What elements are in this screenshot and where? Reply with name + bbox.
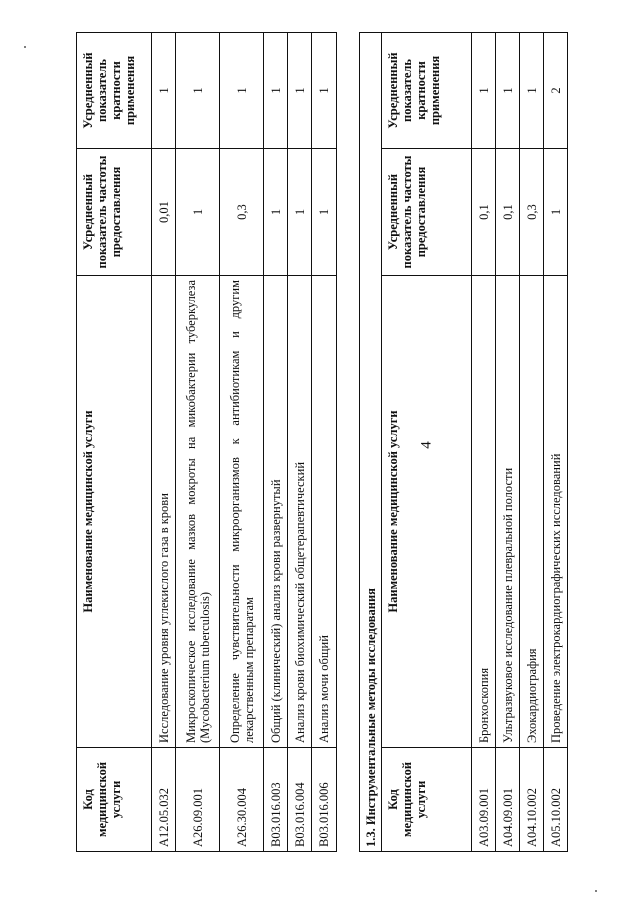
- header-frequency: Усредненный показатель частоты предоставления: [382, 149, 472, 276]
- table-row: [152, 33, 176, 852]
- service-frequency: 0,1: [472, 149, 496, 276]
- service-multiplicity: 1: [152, 33, 176, 149]
- service-code: B03.016.003: [264, 748, 288, 852]
- instrumental-methods-table: [359, 32, 568, 852]
- table-row: [220, 33, 264, 852]
- service-frequency: 1: [312, 149, 337, 276]
- header-frequency: Усредненный показатель частоты предоставления: [77, 149, 152, 276]
- service-name: Проведение электрокардиографических исследований: [544, 276, 568, 748]
- header-name: Наименование медицинской услуги: [77, 276, 152, 748]
- service-code: A26.09.001: [176, 748, 220, 852]
- section-title: 1.3. Инструментальные методы исследования: [360, 32, 382, 851]
- scan-speck: [24, 46, 26, 48]
- page-number: 4: [418, 441, 435, 449]
- service-name: Анализ мочи общий: [312, 276, 337, 748]
- service-code: B03.016.006: [312, 748, 337, 852]
- table-row: [264, 33, 288, 852]
- service-name: Анализ крови биохимический общетерапевтический: [288, 276, 312, 748]
- header-name: Наименование медицинской услуги: [382, 276, 472, 748]
- service-code: A03.09.001: [472, 748, 496, 852]
- section-title-row: [360, 32, 382, 851]
- service-name: Бронхоскопия: [472, 276, 496, 748]
- service-code: B03.016.004: [288, 748, 312, 852]
- table-row: [176, 33, 220, 852]
- service-code: A04.10.002: [520, 748, 544, 852]
- service-name: Исследование уровня углекислого газа в крови: [152, 276, 176, 748]
- header-code: Код медицинской услуги: [382, 748, 472, 852]
- header-multiplicity: Усредненный показатель кратности применения: [382, 32, 472, 148]
- table-row: [496, 32, 520, 851]
- table-row: [544, 32, 568, 851]
- service-frequency: 1: [544, 149, 568, 276]
- service-multiplicity: 1: [264, 33, 288, 149]
- service-name: Эхокардиография: [520, 276, 544, 748]
- scan-speck: [595, 890, 597, 892]
- service-frequency: 1: [264, 149, 288, 276]
- service-frequency: 0,3: [520, 149, 544, 276]
- table-row: [520, 32, 544, 851]
- service-name: Микроскопическое исследование мазков мокроты на микобактерии туберкулеза (Mycobacterium tuberculosis): [176, 276, 220, 748]
- table-row: [312, 33, 337, 852]
- service-frequency: 1: [176, 149, 220, 276]
- service-multiplicity: 1: [472, 32, 496, 148]
- service-name: Общий (клинический) анализ крови развернутый: [264, 276, 288, 748]
- service-frequency: 0,01: [152, 149, 176, 276]
- service-code: A12.05.032: [152, 748, 176, 852]
- service-code: A05.10.002: [544, 748, 568, 852]
- table-row: [288, 33, 312, 852]
- instrumental-table-wrapper: [359, 32, 568, 852]
- service-multiplicity: 1: [220, 33, 264, 149]
- service-frequency: 1: [288, 149, 312, 276]
- table-header-row: [382, 32, 472, 851]
- lab-tests-table: [76, 32, 337, 852]
- service-code: A26.30.004: [220, 748, 264, 852]
- table-row: [472, 32, 496, 851]
- service-multiplicity: 1: [496, 32, 520, 148]
- service-name: Ультразвуковое исследование плевральной полости: [496, 276, 520, 748]
- table-header-row: [77, 33, 152, 852]
- service-multiplicity: 1: [176, 33, 220, 149]
- service-multiplicity: 1: [312, 33, 337, 149]
- header-code: Код медицинской услуги: [77, 748, 152, 852]
- service-frequency: 0,1: [496, 149, 520, 276]
- header-multiplicity: Усредненный показатель кратности применения: [77, 33, 152, 149]
- service-code: A04.09.001: [496, 748, 520, 852]
- service-multiplicity: 1: [288, 33, 312, 149]
- service-name: Определение чувствительности микроорганизмов к антибиотикам и другим лекарственным препаратам: [220, 276, 264, 748]
- service-multiplicity: 1: [520, 32, 544, 148]
- service-multiplicity: 2: [544, 32, 568, 148]
- lab-tests-table-wrapper: [76, 32, 337, 852]
- service-frequency: 0,3: [220, 149, 264, 276]
